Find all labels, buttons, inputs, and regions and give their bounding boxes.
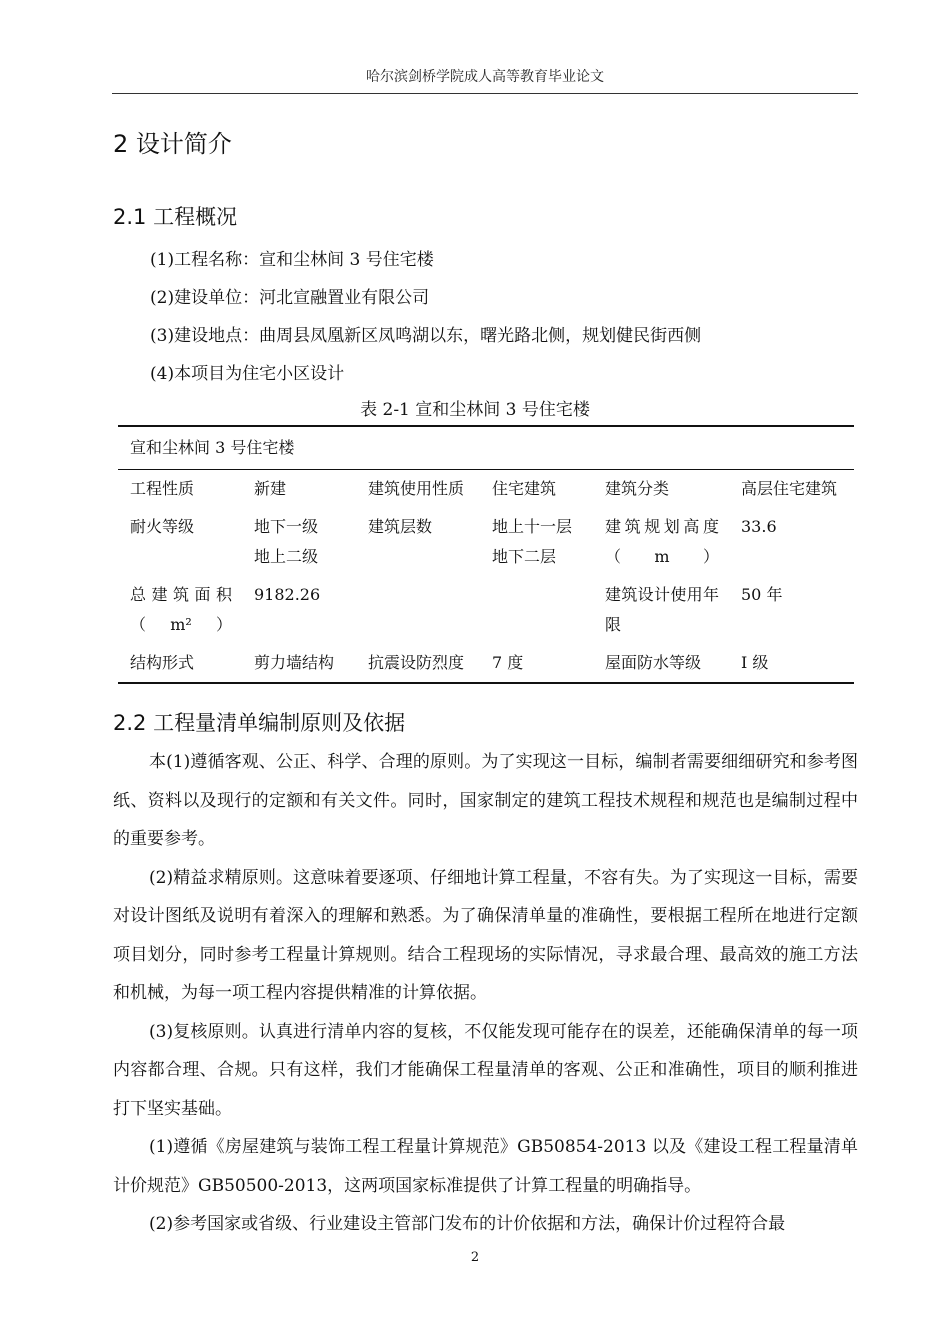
table-cell [356,576,480,644]
table-caption: 表 2-1 宣和尘林间 3 号住宅楼 [360,400,590,420]
table-cell: I 级 [741,653,769,672]
section-title-2-2: 2.2 工程量清单编制原则及依据 [113,711,406,735]
table-cell: 抗震设防烈度 [368,653,465,672]
table-title-row [118,426,854,470]
paragraph: (2)精益求精原则。这意味着要逐项、仔细地计算工程量，不容有失。为了实现这一目标，需要对设计图纸及说明有着深入的理解和熟悉。为了确保清单量的准确性，要根据工程所在地进行定额项目划分，同时参考工程量计算规则。结合工程现场的实际情况，寻求最合理、最高效的施工方法和机械，为每一项工程内容提供精准的计算依据。 [113,867,858,1003]
project-name-item: (1)工程名称：宣和尘林间 3 号住宅楼 [150,250,434,270]
paragraph: 本(1)遵循客观、公正、科学、合理的原则。为了实现这一目标，编制者需要细细研究和参考图纸、资料以及现行的定额和有关文件。同时，国家制定的建筑工程技术规程和规范也是编制过程中的重要参考。 [113,752,858,849]
table-cell: 9182.26 [254,585,321,604]
paragraph: (2)参考国家或省级、行业建设主管部门发布的计价依据和方法，确保计价过程符合最 [149,1214,786,1234]
table-cell: 住宅建筑 [492,479,557,498]
paragraph: (1)遵循《房屋建筑与装饰工程工程量计算规范》GB50854-2013 以及《建设工程工程量清单计价规范》GB50500-2013，这两项国家标准提供了计算工程量的明确指导。 [113,1137,858,1196]
table-cell: 耐火等级 [130,517,195,536]
table-cell: 工程性质 [130,479,195,498]
project-type-item: (4)本项目为住宅小区设计 [150,364,345,384]
table-row [118,470,854,509]
table-cell: 屋面防水等级 [605,653,702,672]
section-title-2-1: 2.1 工程概况 [113,205,238,229]
table-cell: 高层住宅建筑 [741,479,838,498]
table-row [118,576,854,644]
construction-site-item: (3)建设地点：曲周县凤凰新区凤鸣湖以东，曙光路北侧，规划健民街西侧 [150,326,702,346]
table-row [118,644,854,683]
table-cell: 地下一级 地上二级 [254,517,319,566]
construction-unit-item: (2)建设单位：河北宣融置业有限公司 [150,288,430,308]
table-cell: 建筑分类 [605,479,670,498]
running-header: 哈尔滨剑桥学院成人高等教育毕业论文 [112,66,858,94]
table-cell [480,576,593,644]
page-number: 2 [470,1250,480,1265]
table-cell: 33.6 [741,517,777,536]
table-row [118,508,854,576]
table-cell: 结构形式 [130,653,195,672]
table-cell: 建筑规划高度（m） [605,517,719,566]
table-cell: 50 年 [741,585,783,604]
table-cell: 7 度 [492,653,524,672]
table-title-cell: 宣和尘林间 3 号住宅楼 [118,426,854,470]
table-cell: 建筑层数 [368,517,433,536]
table-cell: 建筑设计使用年限 [605,585,719,634]
section-body [113,743,858,1244]
table-cell: 建筑使用性质 [368,479,465,498]
table-cell: 新建 [254,479,287,498]
paragraph: (3)复核原则。认真进行清单内容的复核，不仅能发现可能存在的误差，还能确保清单的每一项内容都合理、合规。只有这样，我们才能确保工程量清单的客观、公正和准确性，项目的顺利推进打下坚实基础。 [113,1021,858,1119]
table-cell: 总建筑面积（m²） [130,585,232,634]
table-cell: 地上十一层 地下二层 [492,517,573,566]
table-cell: 剪力墙结构 [254,653,335,672]
project-info-table [118,425,854,684]
chapter-title: 2 设计简介 [113,130,232,158]
